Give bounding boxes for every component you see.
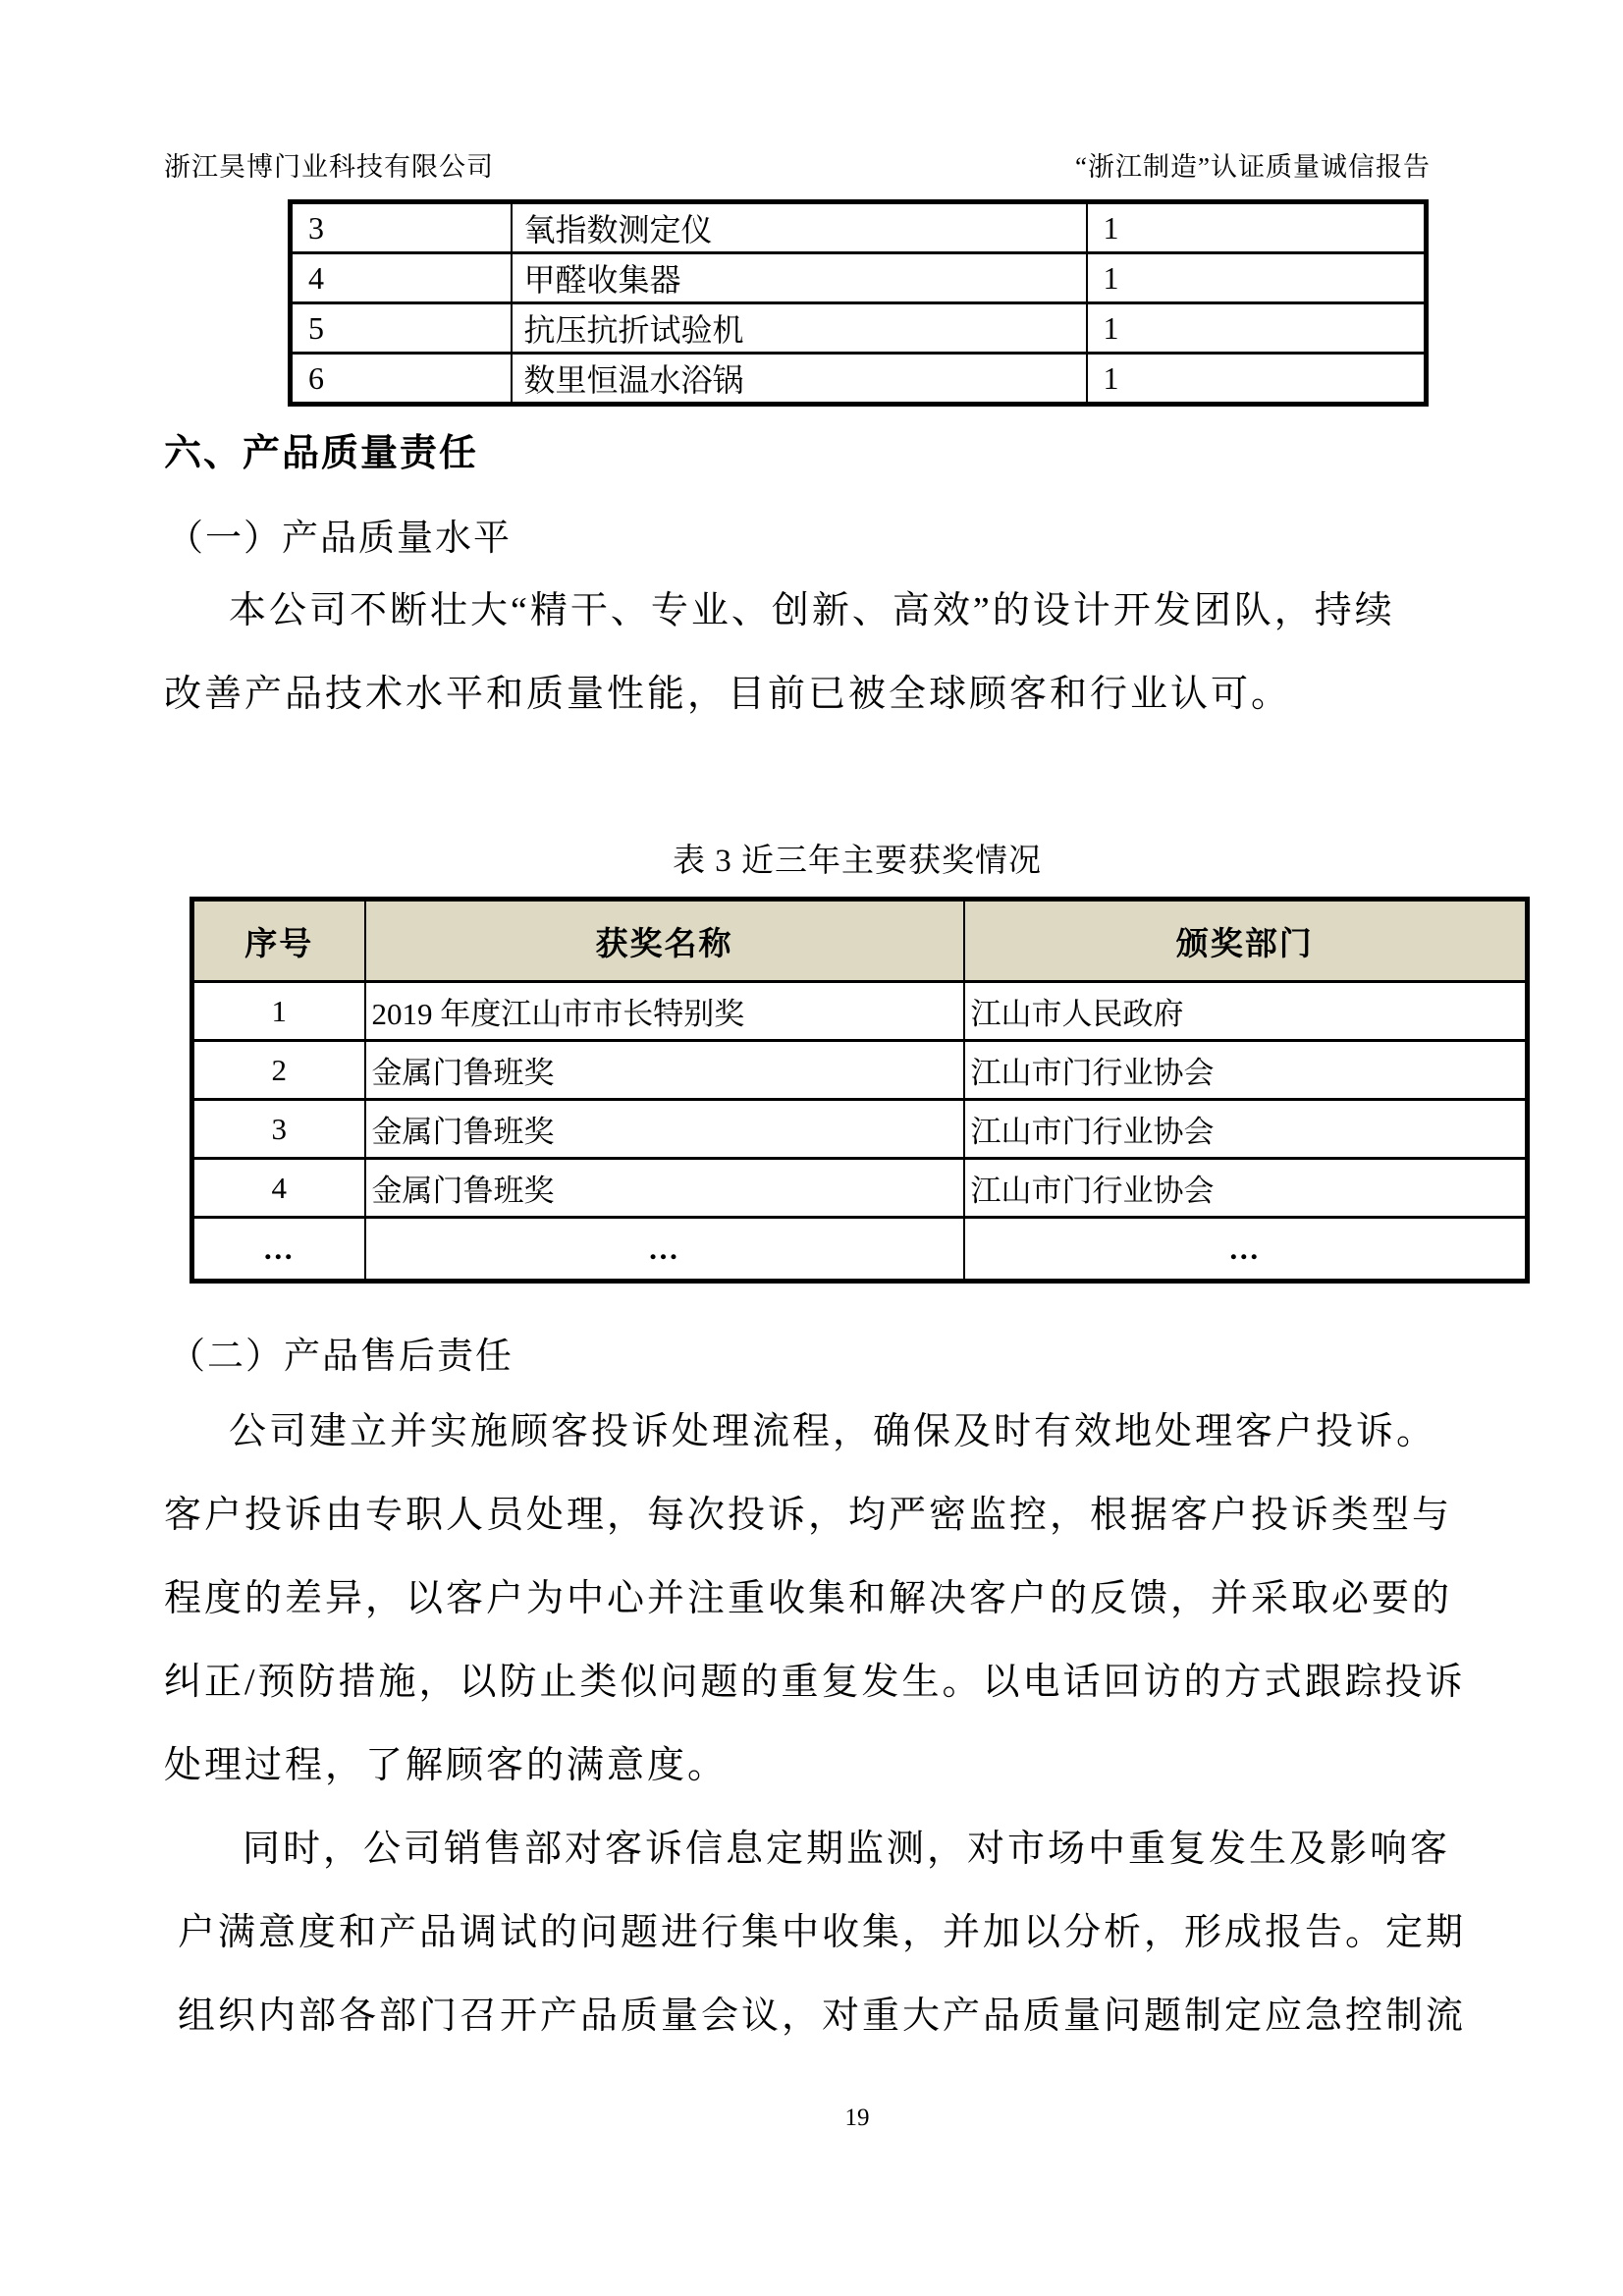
- header-company-name: 浙江昊博门业科技有限公司: [164, 152, 494, 182]
- awards-header-issuer: 颁奖部门: [964, 900, 1528, 982]
- awards-header-no: 序号: [192, 900, 365, 982]
- equipment-row-name: 甲醛收集器: [512, 253, 1087, 303]
- paragraph-line: 本公司不断壮大“精干、专业、创新、高效”的设计开发团队，持续: [229, 590, 1395, 631]
- paragraph-line: 同时，公司销售部对客诉信息定期监测，对市场中重复发生及影响客: [243, 1829, 1451, 1870]
- paragraph-quality-level: [164, 589, 1395, 756]
- subsection-heading-quality-level: （一）产品质量水平: [167, 519, 512, 559]
- equipment-row-qty: 1: [1087, 354, 1427, 405]
- table-row: [291, 354, 1427, 405]
- subsection-heading-after-sales: （二）产品售后责任: [169, 1337, 514, 1377]
- awards-row-issuer: 江山市门行业协会: [964, 1100, 1528, 1159]
- awards-row-issuer: 江山市门行业协会: [964, 1159, 1528, 1218]
- equipment-row-name: 氧指数测定仪: [512, 202, 1087, 253]
- table-row: [192, 1100, 1528, 1159]
- awards-row-no: 2: [192, 1041, 365, 1100]
- equipment-row-no: 4: [291, 253, 512, 303]
- table-row: [291, 303, 1427, 354]
- awards-row-issuer: 江山市门行业协会: [964, 1041, 1528, 1100]
- awards-table: [189, 897, 1530, 1284]
- awards-row-name: …: [365, 1218, 964, 1282]
- table-header-row: [192, 900, 1528, 982]
- paragraph-line: 客户投诉由专职人员处理，每次投诉，均严密监控，根据客户投诉类型与: [164, 1495, 1453, 1536]
- awards-row-no: 4: [192, 1159, 365, 1218]
- paragraph-line: 公司建立并实施顾客投诉处理流程，确保及时有效地处理客户投诉。: [229, 1411, 1437, 1452]
- equipment-table: [288, 199, 1429, 407]
- awards-row-name: 金属门鲁班奖: [365, 1041, 964, 1100]
- awards-row-name: 金属门鲁班奖: [365, 1159, 964, 1218]
- awards-row-issuer: 江山市人民政府: [964, 982, 1528, 1041]
- awards-row-issuer: …: [964, 1218, 1528, 1282]
- awards-row-name: 金属门鲁班奖: [365, 1100, 964, 1159]
- section-heading: 六、产品质量责任: [164, 433, 479, 474]
- awards-table-caption: 表 3 近三年主要获奖情况: [673, 844, 1042, 879]
- paragraph-line: 户满意度和产品调试的问题进行集中收集，并加以分析，形成报告。定期: [178, 1912, 1467, 1953]
- table-row: [192, 1159, 1528, 1218]
- paragraph-after-sales-1: [164, 1410, 1466, 1828]
- paragraph-line: 处理过程，了解顾客的满意度。: [164, 1745, 729, 1786]
- awards-row-name: 2019 年度江山市市长特别奖: [365, 982, 964, 1041]
- table-row: [291, 202, 1427, 253]
- awards-header-name: 获奖名称: [365, 900, 964, 982]
- equipment-row-qty: 1: [1087, 253, 1427, 303]
- table-row: [192, 1041, 1528, 1100]
- paragraph-after-sales-2: [178, 1828, 1466, 2078]
- paragraph-line: 程度的差异，以客户为中心并注重收集和解决客户的反馈，并采取必要的: [164, 1578, 1453, 1619]
- equipment-row-name: 抗压抗折试验机: [512, 303, 1087, 354]
- header-report-title: “浙江制造”认证质量诚信报告: [1075, 152, 1431, 182]
- table-row: [192, 982, 1528, 1041]
- table-row: [291, 253, 1427, 303]
- awards-row-no: …: [192, 1218, 365, 1282]
- equipment-row-no: 3: [291, 202, 512, 253]
- equipment-row-name: 数里恒温水浴锅: [512, 354, 1087, 405]
- paragraph-line: 改善产品技术水平和质量性能，目前已被全球顾客和行业认可。: [164, 674, 1292, 715]
- paragraph-line: 组织内部各部门召开产品质量会议，对重大产品质量问题制定应急控制流: [178, 1995, 1467, 2037]
- page-header: [164, 145, 1431, 184]
- paragraph-line: 纠正/预防措施，以防止类似问题的重复发生。以电话回访的方式跟踪投诉: [164, 1662, 1466, 1703]
- equipment-row-no: 5: [291, 303, 512, 354]
- awards-row-no: 3: [192, 1100, 365, 1159]
- page-number: 19: [844, 2105, 870, 2131]
- awards-row-no: 1: [192, 982, 365, 1041]
- equipment-row-no: 6: [291, 354, 512, 405]
- table-row-ellipsis: [192, 1218, 1528, 1282]
- equipment-row-qty: 1: [1087, 303, 1427, 354]
- equipment-row-qty: 1: [1087, 202, 1427, 253]
